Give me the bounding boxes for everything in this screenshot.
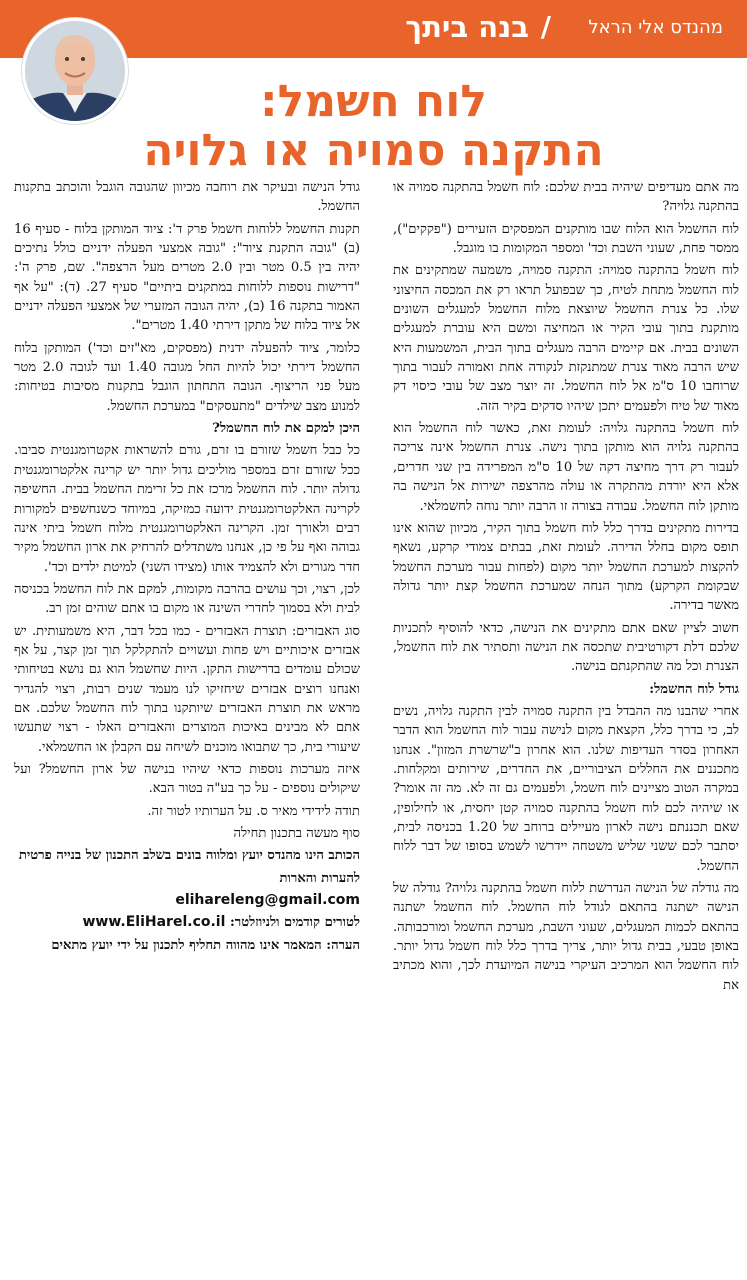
title-line-1: לוח חשמל: <box>260 76 487 127</box>
paragraph: בדירות מתקינים בדרך כלל לוח חשמל בתוך הקיר, מכיוון שהוא אינו תופס מקום בחלל הדירה. לעומת זאת, בבתים צמודי קרקע, נשאף להקצות למערכת החשמל יותר מקום (לפחות עבור מערכת החשמל שבקומת הקרקע) מתוך הנחה שמערכת החשמל קצת יותר גדולה מאשר בדירה. <box>393 520 739 614</box>
author-name: מהנדס אלי הראל <box>588 17 723 38</box>
article-column-left <box>14 178 360 1280</box>
paragraph: אחרי שהבנו מה ההבדל בין התקנה סמויה לבין התקנה גלויה, נשים לב, כי בדרך כלל, הקצאת מקום לנישה עבור לוח החשמל הוא הדבר האחרון בסדר העדיפות שלנו. הוא אחרון ב"שרשרת המזון". אנחנו מתכננים את החללים הציבוריים, את החדרים, שירותים ומקלחות. במקרה הטוב מציינים לוח חשמל, ולפעמים גם זה לא. מה זה אומר? או שיהיה לכם לוח חשמל בהתקנה סמויה קטן יחסית, או לחילופין, שאם תכננתם נישה לארון מעיילים ברוחב של 1.20 בכניסה לבית, יסתבר לכם ששני שליש משטחה יידרשו לשמש בסופו של דבר ללוח החשמל. <box>393 703 739 874</box>
paragraph: לכן, רצוי, וכך עושים בהרבה מקומות, למקם את לוח החשמל בכניסה לבית ולא בסמוך לחדרי השינה או מקום בו אתם שוהים זמן רב. <box>14 581 360 617</box>
paragraph: מה אתם מעדיפים שיהיה בבית שלכם: לוח חשמל בהתקנה סמויה או בהתקנה גלויה? <box>393 180 739 215</box>
comments-label: להערות והארות <box>279 870 360 886</box>
paragraph: חשוב לציין שאם אתם מתקינים את הנישה, כדאי להוסיף לתכניות שלכם דלת דקורטיבית שתכסה את הנישה ותסתיר את לוח החשמל, הצנרת וכל מה שהתקנתם בנישה. <box>393 620 739 675</box>
paragraph: מה גודלה של הנישה הנדרשת ללוח חשמל בהתקנה גלויה? גודלה של הנישה ישתנה בהתאם לגודל לוח החשמל. לוח החשמל ישתנה בהתאם לכמות המעגלים, שעוני השבת, מערכת החשמל ומורכבותה. באופן טבעי, בבית גדול יותר, צריך בדרך כלל לוח חשמל גדול יותר. לוח החשמל הוא המרכיב העיקרי בנישה המיועדת לכך, והוא מכתיב את <box>393 881 739 993</box>
paragraph: סוג האבזרים: תוצרת האבזרים - כמו בכל דבר, היא משמעותית. יש אבזרים איכותיים ויש פחות ועשויים להתקלקל תוך זמן קצר, על אף שכולם עומדים בדרישות התקן. היות שחשמל הוא גם נושא בטיחותי ואנחנו רוצים אבזרים שיחזיקו לנו מעמד שנים רבות, רצוי להגדיר מראש את תוצרת האבזרים שיותקנו בתוך לוח החשמל שלכם. אם אתם לא מבינים באיכות המוצרים והאבזרים האלו - רצוי שתעשו שיעורי בית, כך שתבואו מוכנים לשיחה עם הקבלן או החשמלאי. <box>14 623 360 755</box>
author-bio: הכותב הינו מהנדס יועץ ומלווה בונים בשלב התכנון של בנייה פרטית <box>18 848 360 864</box>
paragraph: כלומר, ציוד להפעלה ידנית (מפסקים, מא"זים וכד') המותקן בלוח החשמל דירתי יכול להיות החל מגובה 1.40 ועד לגובה 2.0 מטר מעל פני הריצוף. הגובה התחתון הוגבל בתקנות מסיבות בטיחות: למנוע מצב שילדים "מתעסקים" במערכת החשמל. <box>14 340 360 414</box>
paragraph: תקנות החשמל ללוחות חשמל פרק ד': ציוד המותקן בלוח - סעיף 16 (ב) "גובה התקנת ציוד": "גובה אמצעי הפעלה ידניים כולל נתיכים יהיה בין 0.5 מטר ובין 2.0 מטרים מעל הרצפה". שם, פרק ה': "דרישות נוספות ללוחות במתקנים ביתיים" סעיף 27. (ד): "על אף האמור בתקנה 16 (ב), יהיה הגובה המזערי של אמצעי הפעלה ידניים אל ציוד בלוח של מתקן דירתי 1.40 מטרים". <box>14 221 360 334</box>
disclaimer-note: הערה: המאמר אינו מהווה תחליף לתכנון על ידי יועץ מתאים <box>51 937 360 953</box>
paragraph: לוח חשמל בהתקנה גלויה: לעומת זאת, כאשר לוח החשמל הוא בהתקנה גלויה הוא מותקן בתוך נישה. צנרת החשמל אינה צריכה לעבור רק דרך מחיצה דקה של 10 ס"מ המפרידה בין שני חדרים, אלא היא יורדת מהתקרה או עולה מהרצפה ישירות אל הנישה בה מותקן לוח החשמל. עבודה בצורה זו הרבה יותר נוחה לחשמלאי. <box>393 421 739 514</box>
article-title <box>0 78 747 176</box>
paragraph: כל כבל חשמל שזורם בו זרם, גורם להשראות אקטרומגנטית סביבו. ככל שזורם זרם במספר מוליכים גדול יותר יש קרינה אלקטרומגנטית גדולה יותר. לוח החשמל מרכז את כל זרימת החשמל בבית. החשיפה לקרינה האלקטרומגנטית ידועה כמזיקה, במיוחד כשנחשפים למקורות רבים ולאורך זמן. הקרינה האלקטרומגנטית מלוח חשמל ביתי אינה גבוהה ואף על פי כן, אנחנו משתדלים להרחיק את ארון החשמל מקיר חדר מגורים ולא להצמיד אותו (מצידו השני) למיטת ילדים וכד'. <box>14 443 360 575</box>
website-line <box>14 913 360 932</box>
website-link[interactable]: www.EliHarel.co.il <box>82 914 226 931</box>
paragraph: גודל הנישה ובעיקר את רוחבה מכיוון שהגובה הוגבל והוכתב בתקנות החשמל. <box>14 180 360 215</box>
paragraph: לוח החשמל הוא הלוח שבו מותקנים המפסקים הזעירים ("פקקים"), ממסר פחת, שעוני השבת וכד' ומספר המקומות בו מוגבל. <box>393 221 739 257</box>
paragraph: סוף מעשה בתכנון תחילה <box>233 826 360 841</box>
paragraph: לוח חשמל בהתקנה סמויה: התקנה סמויה, משמעה שמתקינים את לוח החשמל מתחת לטיח, כך שבפועל תראו רק את המכסה החיצוני שלו. כל צנרת החשמל שיוצאת מלוח החשמל למעגלים השונים מותקנת בתוך עובי הקיר או המחיצה ומשם היא עוברת למעגלים השונים בבית. אם קיימים הרבה מעגלים בתוך הבית, המשמעות היא שיש הרבה מאוד צנרת שמתנקזת לנקודה אחת ואמורה לעבור בתוך שרוחבו 10 ס"מ אל לוח החשמל. זה יוצר מצב של עובי כיסוי דק מאוד של טיח ולפעמים יתכן שיהיו סדקים בקיר הזה. <box>393 263 739 414</box>
paragraph: איזה מערכות נוספות כדאי שיהיו בנישה של ארון החשמל? ועל שיקולים נוספים - על כך בע"ה בטור הבא. <box>14 761 360 797</box>
website-label: לטורים קודמים ולניוזלטר: <box>229 915 360 931</box>
paragraph: תודה לידידי מאיר ס. על הערותיו לטור זה. <box>147 803 360 819</box>
header-separator: / <box>540 10 551 43</box>
title-line-2: התקנה סמויה או גלויה <box>143 125 604 176</box>
article-column-right <box>393 178 739 1280</box>
section-heading: גודל לוח החשמל: <box>649 681 739 697</box>
section-heading: היכן למקם את לוח החשמל? <box>212 421 360 437</box>
author-email-link[interactable]: elihareleng@gmail.com <box>175 892 360 909</box>
series-title: בנה ביתך <box>405 10 529 44</box>
